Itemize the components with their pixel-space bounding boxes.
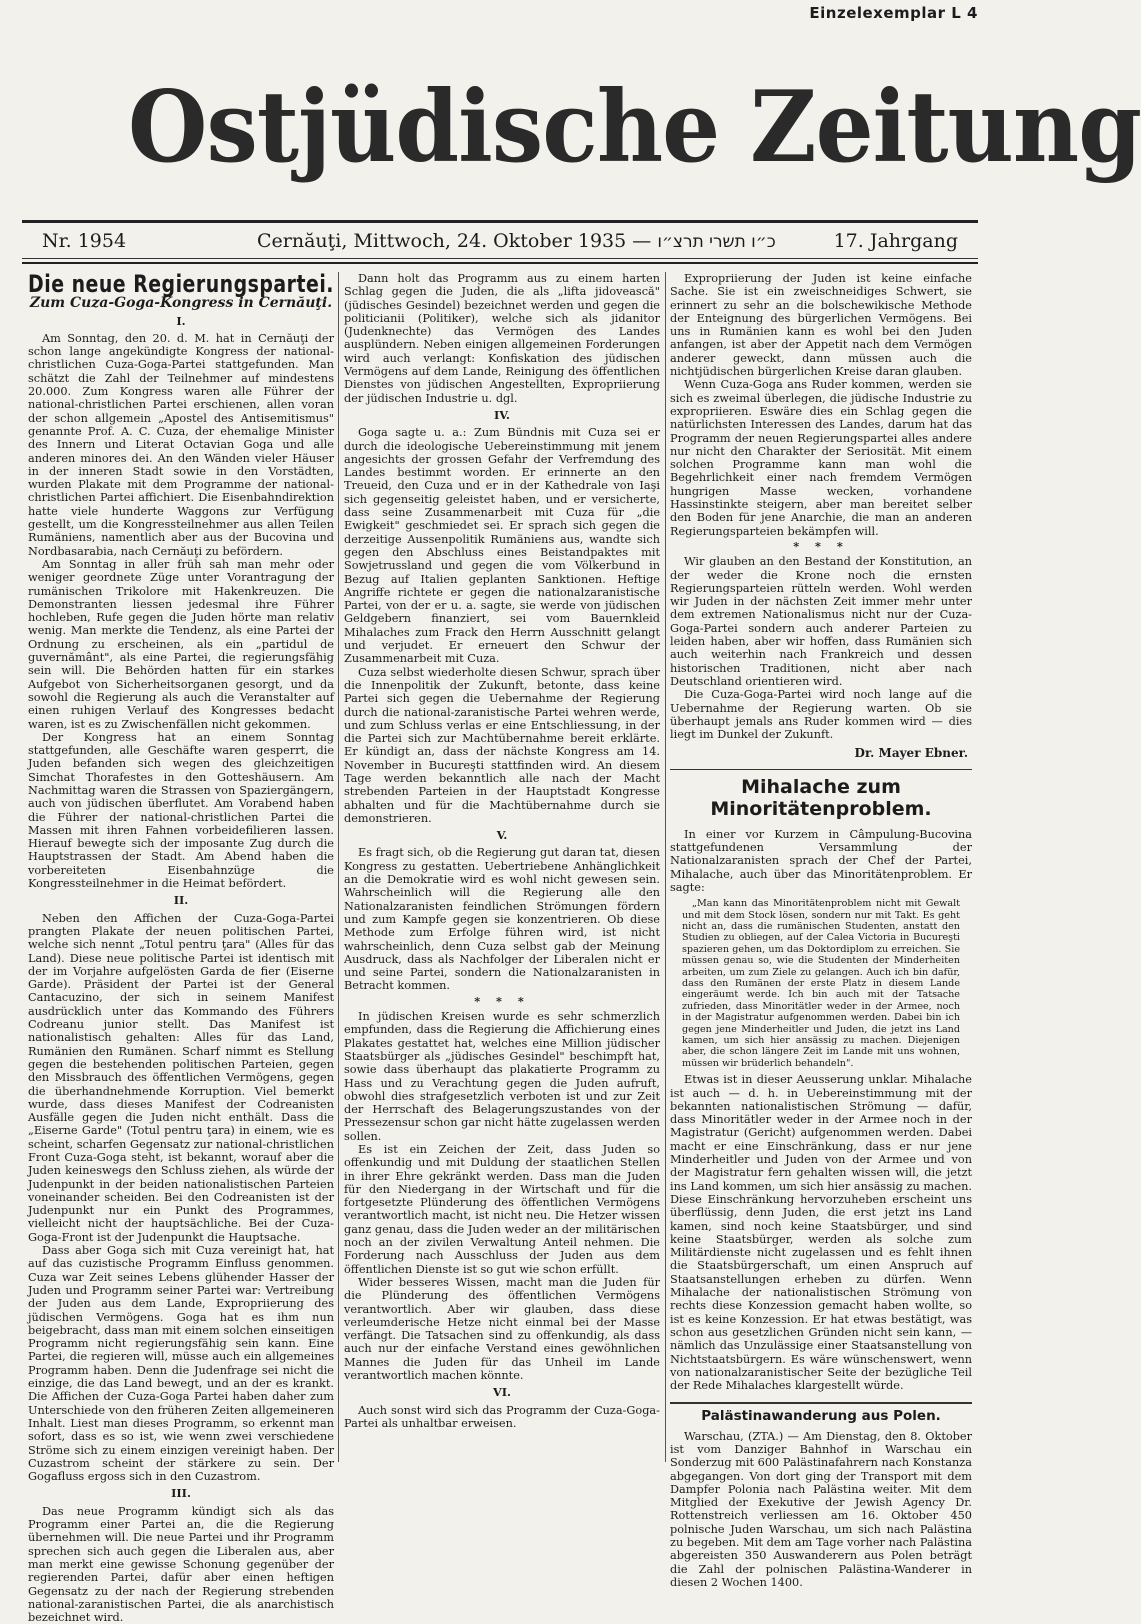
- dateline: [42, 230, 958, 256]
- paragraph: Wider besseres Wissen, macht man die Juden für die Plünderung des öffentlichen Vermögens verantwortlich. Aber wir glauben, dass diese verleumderische Hetze nicht einmal bei der Masse verfängt. Die Tatsachen sind zu offenkundig, als dass auch nur der einfache Verstand eines gewöhnlichen Mannes die Juden für das Unheil im Lande verantwortlich machen könnte.: [344, 1275, 660, 1383]
- paragraph: Der Kongress hat an einem Sonntag stattgefunden, alle Geschäfte waren gesperrt, die Juden befanden sich wegen des gleichzeitigen Simchat Thorafestes in den Gotteshäusern. Am Nachmittag waren die Strassen von Spaziergängern, auch von jüdischen überflutet. Am Vorabend haben die Führer der national-christlichen Partei die Massen mit ihren Fahnen vorbeidefilieren lassen. Hierauf bewegte sich der imposante Zug durch die Hauptstrassen der Stadt. Am Abend haben die vorbereiteten Eisenbahnzüge die Kongressteilnehmer in die Heimat befördert.: [28, 730, 334, 891]
- price-label: Einzelexemplar L 4: [809, 4, 978, 22]
- quote: „Man kann das Minoritätenproblem nicht mit Gewalt und mit dem Stock lösen, sondern nur mit Takt. Es geht nicht an, dass die rumänischen Studenten, anstatt den Studien zu obliegen, auf der Calea Victoria in Bucureşti spazieren gehen, um das Doktordiplom zu erreichen. Sie müssen genau so, wie die Studenten der Minderheiten arbeiten, um zum Ziele zu gelangen. Auch ich bin dafür, dass den Rumänen der erste Platz in diesem Lande eingeräumt werde. Ich bin auch mit der Tatsache zufrieden, dass Minoritätler weder in der Armee, noch in der Magistratur aufgenommen werden. Dabei bin ich gegen jene Minderheitler und Juden, die jetzt ins Land kamen, um sich hier ansässig zu machen. Diejenigen aber, die schon längere Zeit im Lande mit uns wohnen, müssen wir brüderlich behandeln".: [682, 898, 960, 1069]
- section-stars: * * *: [793, 538, 849, 553]
- paragraph: Expropriierung der Juden ist keine einfache Sache. Sie ist ein zweischneidiges Schwert, sie erinnert zu sehr an die bolschewikische Methode der Enteignung des bürgerlichen Vermögens. Bei uns in Rumänien kann es wohl bei den Juden anfangen, ist aber der Appetit nach dem Vermögen anderer geweckt, dann müssen auch die nichtjüdischen bürgerlichen Kreise daran glauben.: [670, 272, 972, 379]
- paragraph: Dann holt das Programm aus zu einem harten Schlag gegen die Juden, die als „lifta jidovească" (jüdisches Gesindel) bezeichnet werden und gegen die politicianii (Politiker), welche sich als jidanitor (Judenknechte) das Vermögen des Landes ausplündern. Neben einigen allgemeinen Forderungen wird auch verlangt: Konfiskation des jüdischen Vermögens auf dem Lande, Reinigung des öffentlichen Dienstes von jüdischen Angestellten, Expropriierung der jüdischen Industrie u. dgl.: [344, 272, 660, 405]
- column-1: [28, 270, 334, 1624]
- column-3: [670, 272, 972, 1589]
- section-numeral: I.: [176, 313, 186, 328]
- section-stars: * * *: [474, 993, 530, 1008]
- place-date-text: Cernăuţi, Mittwoch, 24. Oktober 1935 —: [257, 230, 652, 252]
- article-subtitle: Zum Cuza-Goga-Kongress in Cernăuţi.: [29, 295, 333, 312]
- paragraph: Dass aber Goga sich mit Cuza vereinigt hat, hat auf das cuzistische Programm Einfluss genommen. Cuza war Zeit seines Lebens glühender Hasser der Juden und Programm seiner Partei war: Vertreibung der Juden aus dem Lande, Expropriierung des jüdischen Vermögens. Goga hat es ihm nun beigebracht, dass man mit einem solchen einseitigen Programm nicht regierungsfähig sein kann. Eine Partei, die regieren will, müsse auch ein allgemeines Programm haben. Denn die Judenfrage sei nicht die einzige, die das Land bewegt, und an der es krankt. Die Affichen der Cuza-Goga Partei haben daher zum Unterschiede von den früheren Zeiten allgemeineren Inhalt. Liest man dieses Programm, so erkennt man sofort, dass es so ist, wie wenn zwei verschiedene Ströme sich zu einem einzigen vereinigt haben. Der Cuzastrom scheint der stärkere zu sein. Der Gogafluss ergoss sich in den Cuzastrom.: [28, 1244, 334, 1484]
- paragraph: Etwas ist in dieser Aeusserung unklar. Mihalache ist auch — d. h. in Uebereinstimmung mit der bekannten nationalistischen Strömung — dafür, dass Minoritätler weder in der Armee noch in der Magistratur (Gericht) aufgenommen werden. Dabei macht er eine Einschränkung, dass er nur jene Minderheitler und Juden von der Armee und von der Magistratur fern gehalten wissen will, die jetzt ins Land kommen, um sich hier ansässig zu machen. Diese Einschränkung hervorzuheben erscheint uns überflüssig, denn Juden, die erst jetzt ins Land kamen, sind noch keine Staatsbürger, und sind keine Staatsbürger, werden als solche zum Militärdienste nicht zugelassen und es fehlt ihnen die Staatsbürgerschaft, um einen Anspruch auf Staatsanstellungen erheben zu dürfen. Wenn Mihalache der nationalistischen Strömung von rechts diese Konzession gemacht haben wollte, so ist es keine Konzession. Er hat etwas bestätigt, was schon aus gesetzlichen Gründen nicht sein kann, — nämlich das Unzulässige einer Staatsanstellung von Nichtstaatsbürgern. Es wäre wünschenswert, wenn von nationalzaranistischer Seite der bezügliche Teil der Rede Mihalaches klargestellt würde.: [670, 1073, 972, 1393]
- article-title: Mihalache zum Minoritätenproblem.: [710, 775, 932, 820]
- paragraph: Neben den Affichen der Cuza-Goga-Partei prangten Plakate der neuen politischen Partei, welche sich nennt „Totul pentru ţara" (Alles für das Land). Diese neue politische Partei ist identisch mit der im Vorjahre aufgelösten Garda de fier (Eiserne Garde). Präsident der Partei ist der General Cantacuzino, der sich in seinem Manifest ausdrücklich unter das Kommando des Führers Codreanu junior stellt. Das Manifest ist nationalistisch gehalten: Alles für das Land, Rumänien den Rumänen. Scharf nimmt es Stellung gegen die bestehenden politischen Parteien, gegen den Missbrauch des öffentlichen Vermögens, gegen die überhandnehmende Korruption. Viel bemerkt wurde, dass dieses Manifest der Codreanisten Ausfälle gegen die Juden nicht enthält. Dass die „Eiserne Garde" (Totul pentru ţara) in einem, wie es scheint, scharfen Gegensatz zur national-christlichen Front Cuza-Goga steht, ist bekannt, worauf aber die Juden keineswegs den Schluss ziehen, als würde der Judenpunkt in der beiden nationalistischen Parteien voneinander scheiden. Bei den Codreanisten ist der Judenpunkt nur ein Punkt des Programmes, vielleicht nicht der hauptsächliche. Bei der Cuza-Goga-Front ist der Judenpunkt die Hauptsache.: [28, 911, 334, 1244]
- author-signature: Dr. Mayer Ebner.: [854, 746, 968, 761]
- article-title: Die neue Regierungspartei.: [28, 270, 334, 298]
- section-numeral: IV.: [493, 407, 510, 422]
- paragraph: Am Sonntag, den 20. d. M. hat in Cernăuţi der schon lange angekündigte Kongress der national-christlichen Cuza-Goga-Partei stattgefunden. Man schätzt die Zahl der Teilnehmer auf mindestens 20.000. Zum Kongress waren alle Führer der national-christlichen Partei erschienen, allen voran der schon allgemein „Apostel des Antisemitismus" genannte Prof. A. C. Cuza, der ehemalige Minister des Innern und Literat Octavian Goga und alle anderen minores dei. An den Wänden vieler Häuser in der inneren Stadt sowie in den Vorstädten, wurden Plakate mit dem Programme der national-christlichen Partei affichiert. Die Eisenbahndirektion hatte viele hunderte Waggons zur Verfügung gestellt, um die Kongressteilnehmer aus allen Teilen Rumäniens, namentlich aber aus der Bucovina und Nordbasarabia, nach Cernăuţi zu befördern.: [28, 331, 334, 558]
- paragraph: Es ist ein Zeichen der Zeit, dass Juden so offenkundig und mit Duldung der staatlichen Stellen in ihrer Ehre gekränkt werden. Dass man die Juden für den Niedergang in der Wirtschaft und für die fortgesetzte Plünderung des öffentlichen Vermögens verantwortlich macht, ist nicht neu. Die Hetzer wissen ganz genau, dass die Juden weder an der militärischen noch an der zivilen Verwaltung Anteil nehmen. Die Forderung nach Ausschluss der Juden aus dem öffentlichen Dienste ist so gut wie schon erfüllt.: [344, 1143, 660, 1276]
- masthead-rule: [22, 220, 978, 223]
- section-numeral: VI.: [493, 1385, 511, 1400]
- dateline-rule-thick: [22, 262, 978, 264]
- paragraph: Warschau, (ZTA.) — Am Dienstag, den 8. Oktober ist vom Danziger Bahnhof in Warschau ein Sonderzug mit 600 Palästinafahrern nach Konstanza abgegangen. Von dort ging der Transport mit dem Dampfer Polonia nach Palästina weiter. Mit dem Mitglied der Exekutive der Jewish Agency Dr. Rottenstreich verliessen am 16. Oktober 450 polnische Juden Warschau, um sich nach Palästina zu begeben. Mit dem am Tage vorher nach Palästina abgereisten 350 Auswanderern aus Polen beträgt die Zahl der polnischen Palästina-Wanderer in diesen 2 Wochen 1400.: [670, 1429, 972, 1589]
- volume-year: 17. Jahrgang: [833, 230, 958, 252]
- paragraph: Das neue Programm kündigt sich als das Programm einer Partei an, die die Regierung übernehmen will. Die neue Partei und ihr Programm sprechen sich auch gegen die Liberalen aus, aber man merkt eine gewisse Schonung gegenüber der regierenden Partei, dafür aber einen heftigen Gegensatz zu der nach der Regierung strebenden national-zaranistischen Partei, die als anarchistisch bezeichnet wird.: [28, 1504, 334, 1624]
- section-numeral: II.: [173, 893, 189, 908]
- paragraph: Auch sonst wird sich das Programm der Cuza-Goga-Partei als unhaltbar erweisen.: [344, 1403, 660, 1430]
- masthead: Ostjüdische Zeitung: [128, 70, 1141, 185]
- section-numeral: V.: [496, 828, 508, 843]
- article-divider: [670, 769, 972, 770]
- column-divider: [665, 272, 666, 1462]
- column-2: [344, 272, 660, 1462]
- paragraph: Am Sonntag in aller früh sah man mehr oder weniger geordnete Züge unter Vorantragung der rumänischen Trikolore mit Hakenkreuzen. Die Demonstranten liessen jedesmal ihre Führer hochleben, Rufe gegen die Juden hörte man relativ wenig. Man merkte die Tendenz, als eine Partei der Ordnung zu erscheinen, als ein „partidul de guvernământ", als eine Partei, die regierungsfähig sein will. Die Behörden hatten für ein starkes Aufgebot von Sicherheitsorganen gesorgt, und da sowohl die Regierung als auch die Veranstalter auf einen ruhigen Verlauf des Kongresses bedacht waren, ist es zu Zwischenfällen nicht gekommen.: [28, 557, 334, 731]
- paragraph: Cuza selbst wiederholte diesen Schwur, sprach über die Innenpolitik der Zukunft, betonte, dass keine Partei sich gegen die Uebernahme der Regierung durch die national-zaranistische Partei wehren werde, und zum Schluss verlas er eine Entschliessung, in der die Partei sich zur Machtübernahme bereit erklärte. Er kündigt an, dass der nächste Kongress am 14. November in Bucureşti stattfinden wird. An diesem Tage werden bekanntlich alle nach der Macht strebenden Parteien in der Hauptstadt Kongresse abhalten und für die Machtübernahme durch sie demonstrieren.: [344, 665, 660, 825]
- paragraph: Goga sagte u. a.: Zum Bündnis mit Cuza sei er durch die ideologische Uebereinstimmung mit jenem angesichts der grossen Gefahr der Verfremdung des Landes bestimmt worden. Er erinnerte an den Treueid, den Cuza und er in der Kathedrale von Iaşi sich gegenseitig geleistet haben, und er versicherte, dass seine Zusammenarbeit mit Cuza für „die Ewigkeit" geschmiedet sei. Er sprach sich gegen die derzeitige Aussenpolitik Rumäniens aus, wandte sich gegen den Abschluss eines Beistandpaktes mit Sowjetrussland und gegen die vom Völkerbund in Bezug auf Italien geplanten Sanktionen. Heftige Angriffe richtete er gegen die nationalzaranistische Partei, von der er u. a. sagte, sie werde von jüdischen Geldgebern finanziert, sei vom Bauernkleid Mihalaches zum Frack den Herrn Ausschnitt gelangt und verjudet. Er erneuert den Schwur der Zusammenarbeit mit Cuza.: [344, 426, 660, 666]
- paragraph: In jüdischen Kreisen wurde es sehr schmerzlich empfunden, dass die Regierung die Affichierung eines Plakates gestattet hat, welches eine Million jüdischer Staatsbürger als „jüdisches Gesindel" beschimpft hat, sowie dass überhaupt das plakatierte Programm zu Hass und zu Verachtung gegen die Juden aufruft, obwohl dies strafgesetzlich verboten ist und zur Zeit der Herrschaft des Belagerungszustandes von der Pressezensur schon gar nicht hätte zugelassen werden sollen.: [344, 1010, 660, 1143]
- section-numeral: III.: [171, 1486, 191, 1501]
- paragraph: In einer vor Kurzem in Câmpulung-Bucovina stattgefundenen Versammlung der Nationalzaranisten sprach der Chef der Partei, Mihalache, auch über das Minoritätenproblem. Er sagte:: [670, 827, 972, 894]
- dateline-rule-thin: [22, 258, 978, 259]
- place-date: [257, 230, 776, 252]
- paragraph: Wenn Cuza-Goga ans Ruder kommen, werden sie sich es zweimal überlegen, die jüdische Industrie zu expropriieren. Eswäre dies ein Schlag gegen die natürlichsten Interessen des Landes, darum hat das Programm der neuen Regierungspartei alles andere nur nicht den Charakter der Seriosität. Mit einem solchen Programme kann man wohl die Begehrlichkeit einer nach fremdem Vermögen hungrigen Masse wecken, vorhandene Hassinstinkte steigern, aber man bereitet selber den Boden für jene Anarchie, die man an anderen Regierungsparteien bekämpfen will.: [670, 378, 972, 538]
- column-divider: [338, 272, 339, 1462]
- article-title: Palästinawanderung aus Polen.: [670, 1402, 972, 1423]
- hebrew-date: כ״ו תשרי תרצ״ו: [657, 232, 776, 252]
- paragraph: Die Cuza-Goga-Partei wird noch lange auf die Uebernahme der Regierung warten. Ob sie überhaupt jemals ans Ruder kommen wird — dies liegt im Dunkel der Zukunft.: [670, 688, 972, 742]
- paragraph: Es fragt sich, ob die Regierung gut daran tat, diesen Kongress zu gestatten. Uebertriebene Anhänglichkeit an die Demokratie wird es wohl nicht gewesen sein. Wahrscheinlich will die Regierung alle den Nationalzaranisten feindlichen Strömungen fördern und zum Kampfe gegen sie konzentrieren. Ob diese Methode zum Erfolge führen wird, ist nicht wahrscheinlich, denn Cuza selbst gab der Meinung Ausdruck, dass als Nachfolger der Liberalen nicht er und seine Partei, sondern die Nationalzaranisten in Betracht kommen.: [344, 846, 660, 993]
- issue-number: Nr. 1954: [42, 230, 127, 252]
- paragraph: Wir glauben an den Bestand der Konstitution, an der weder die Krone noch die ernsten Regierungsparteien rütteln werden. Wohl werden wir Juden in der nächsten Zeit immer mehr unter dem extremen Nationalismus nicht nur der Cuza-Goga-Partei sondern auch anderer Parteien zu leiden haben, aber wir hoffen, dass Rumänien sich auch weiterhin nach Frankreich und dessen historischen Traditionen, nicht aber nach Deutschland orientieren wird.: [670, 555, 972, 688]
